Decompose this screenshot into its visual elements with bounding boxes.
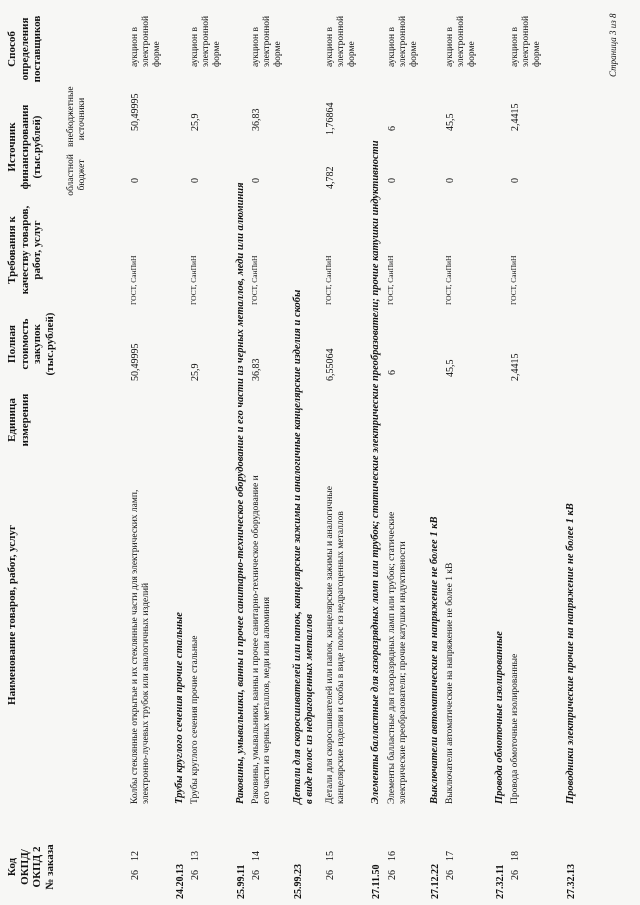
row-extra: 36,83 <box>251 108 262 131</box>
row-requirements: ГОСТ, СанПиН <box>129 255 138 305</box>
row-regional: 0 <box>510 178 521 183</box>
row-number: 15 <box>325 851 336 861</box>
row-code: 26 <box>510 870 521 880</box>
row-name: Колбы стеклянные открытые и их стеклянные части для электрических ламп, электронно-лучевых трубок или аналогичных изделий <box>130 489 151 804</box>
section-code: 27.12.22 <box>430 864 441 899</box>
header-code: Код ОКПД/ ОКПД 2 № заказа <box>6 844 56 890</box>
header-source-regional: областной бюджет <box>66 154 87 196</box>
section-code: 25.99.11 <box>236 864 247 899</box>
row-requirements: ГОСТ, СанПиН <box>444 255 453 305</box>
row-requirements: ГОСТ, СанПиН <box>189 255 198 305</box>
row-method: аукцион в электронной форме <box>325 15 357 67</box>
row-regional: 0 <box>445 178 456 183</box>
row-code: 26 <box>387 870 398 880</box>
row-name: Элементы балластные для газоразрядных ламп или трубок; статические электрические преобразователи; прочие катушки индуктивности <box>387 511 408 804</box>
row-extra: 2,4415 <box>510 103 521 131</box>
row-code: 26 <box>190 870 201 880</box>
section-title: Провода обмоточные изолированные <box>494 631 505 804</box>
row-requirements: ГОСТ, СанПиН <box>250 255 259 305</box>
header-source-extra: внебюджетные источники <box>66 86 87 147</box>
row-number: 13 <box>190 851 201 861</box>
row-method: аукцион в электронной форме <box>190 15 222 67</box>
row-cost: 6 <box>387 370 398 375</box>
row-method: аукцион в электронной форме <box>445 15 477 67</box>
row-cost: 45,5 <box>445 359 456 377</box>
section-code: 24.20.13 <box>175 864 186 899</box>
row-number: 14 <box>251 851 262 861</box>
header-requirements: Требования к качеству товаров, работ, услуг <box>6 205 44 295</box>
section-title: Раковины, умывальники, ванны и прочее санитарно-техническое оборудование и его части из черных металлов, меди или алюминия <box>235 182 246 804</box>
row-method: аукцион в электронной форме <box>387 15 419 67</box>
section-code: 27.32.13 <box>566 864 577 899</box>
row-regional: 0 <box>130 178 141 183</box>
row-number: 12 <box>130 851 141 861</box>
section-title: Элементы балластные для газоразрядных ламп или трубок; статические электрические преобразователи; прочие катушки индуктивности <box>370 140 381 804</box>
row-method: аукцион в электронной форме <box>130 15 162 67</box>
row-requirements: ГОСТ, СанПиН <box>324 255 333 305</box>
header-unit: Единица измерения <box>6 393 31 447</box>
row-number: 18 <box>510 851 521 861</box>
section-code: 25.99.23 <box>293 864 304 899</box>
row-name: Раковины, умывальники, ванны и прочее санитарно-техническое оборудование и его части из черных металлов, меди или алюминия <box>251 475 272 804</box>
row-code: 26 <box>130 870 141 880</box>
row-code: 26 <box>445 870 456 880</box>
section-title: Проводники электрические прочие на напряжение не более 1 кВ <box>565 503 576 804</box>
row-regional: 4,782 <box>325 166 336 189</box>
row-cost: 6,55064 <box>325 348 336 381</box>
row-method: аукцион в электронной форме <box>251 15 283 67</box>
page-number: Страница 3 из 8 <box>608 13 618 77</box>
header-cost: Полная стоимость закупок (тыс.рублей) <box>6 312 56 376</box>
row-requirements: ГОСТ, СанПиН <box>386 255 395 305</box>
row-extra: 6 <box>387 126 398 131</box>
row-name: Выключатели автоматические на напряжение не более 1 кВ <box>445 562 455 804</box>
row-cost: 2,4415 <box>510 353 521 381</box>
row-cost: 50,49995 <box>130 343 141 381</box>
row-regional: 0 <box>387 178 398 183</box>
row-name: Провода обмоточные изолированные <box>510 653 520 804</box>
row-cost: 25,9 <box>190 363 201 381</box>
row-extra: 50,49995 <box>130 93 141 131</box>
section-title: Детали для скоросшивателей или папок, канцелярские зажимы и аналогичные канцелярские изделия и скобы в виде полос из недрагоценных металлов <box>292 289 316 804</box>
row-regional: 0 <box>190 178 201 183</box>
section-code: 27.32.11 <box>495 864 506 899</box>
header-name: Наименование товаров, работ, услуг <box>6 525 18 705</box>
row-number: 17 <box>445 851 456 861</box>
row-extra: 45,5 <box>445 113 456 131</box>
row-extra: 25,9 <box>190 113 201 131</box>
row-requirements: ГОСТ, СанПиН <box>509 255 518 305</box>
row-name: Трубы круглого сечения прочие стальные <box>190 635 200 804</box>
row-cost: 36,83 <box>251 358 262 381</box>
row-name: Детали для скоросшивателей или папок, канцелярские зажимы и аналогичные канцелярские изделия и скобы в виде полос из недрагоценных металлов <box>325 486 346 804</box>
section-title: Трубы круглого сечения прочие стальные <box>174 612 185 804</box>
row-number: 16 <box>387 851 398 861</box>
section-title: Выключатели автоматические на напряжение не более 1 кВ <box>429 516 440 804</box>
section-code: 27.11.50 <box>371 864 382 899</box>
row-regional: 0 <box>251 178 262 183</box>
header-source: Источник финансирования (тыс.рублей) <box>6 104 44 190</box>
header-method: Способ определения поставщиков <box>6 15 44 83</box>
row-extra: 1,76864 <box>325 102 336 135</box>
row-code: 26 <box>325 870 336 880</box>
row-code: 26 <box>251 870 262 880</box>
row-method: аукцион в электронной форме <box>510 15 542 67</box>
